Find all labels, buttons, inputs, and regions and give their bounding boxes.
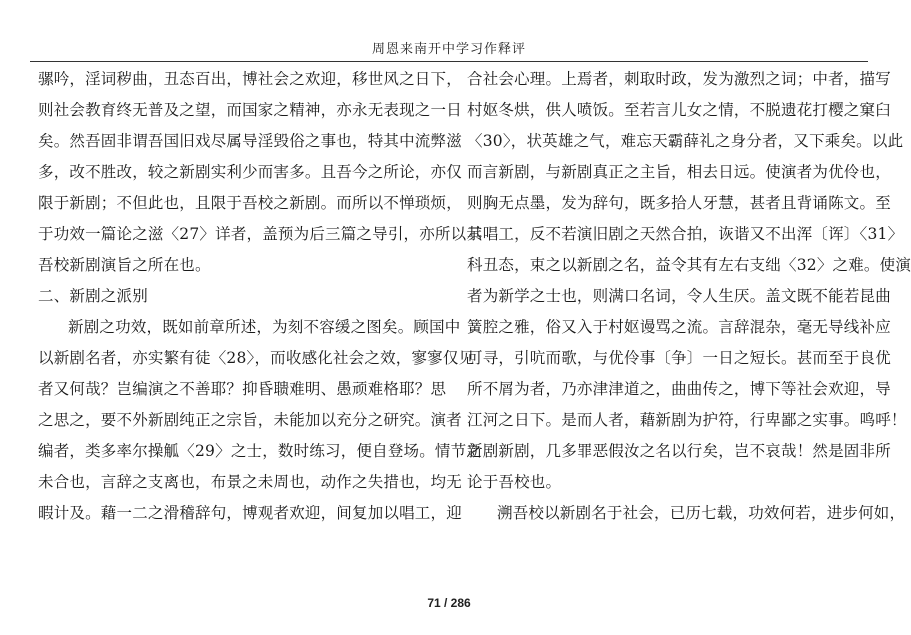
left-text-column	[38, 64, 483, 529]
text-line: 其唱工，反不若演旧剧之天然合拍，诙谐又不出浑〔诨〕〈31〉	[467, 225, 904, 243]
header-divider	[30, 61, 868, 62]
text-line: 合社会心理。上焉者，刺取时政，发为激烈之词；中者，描写	[467, 70, 891, 88]
text-line: 吾校新剧演旨之所在也。	[38, 256, 211, 274]
page-header: 周恩来南开中学习作释评	[371, 42, 526, 57]
text-line: 新剧之功效，既如前章所述，为刻不容缓之图矣。顾国中	[68, 318, 461, 336]
text-line: 簧腔之雅，俗又入于村妪谩骂之流。言辞混杂，毫无导线补应	[467, 318, 891, 336]
text-line: 未合也，言辞之支离也，布景之未周也，动作之失措也，均无	[38, 473, 462, 491]
text-line: 者为新学之士也，则满口名词，令人生厌。盖文既不能若昆曲	[467, 287, 891, 305]
text-line: 多，改不胜改，较之新剧实利少而害多。且吾今之所论，亦仅	[38, 163, 462, 181]
right-text-column	[467, 64, 911, 529]
text-line: 限于新剧；不但此也，且限于吾校之新剧。而所以不惮琐烦，	[38, 194, 462, 212]
text-line: 编者，类多率尔操觚〈29〉之士，数时练习，便自登场。情节之	[38, 442, 483, 460]
text-line: 〈30〉，状英雄之气，难忘天霸薛礼之身分者，又下乘矣。以此	[467, 132, 904, 150]
text-line: 之思之，要不外新剧纯正之宗旨，未能加以充分之研究。演者	[38, 411, 462, 429]
text-line: 矣。然吾固非谓吾国旧戏尽属导淫毁俗之事也，特其中流弊滋	[38, 132, 462, 150]
text-line: 以新剧名者，亦实繁有徒〈28〉，而收感化社会之效，寥寥仅见	[38, 349, 475, 367]
text-line: 所不屑为者，乃亦津津道之，曲曲传之，博下等社会欢迎，导	[467, 380, 891, 398]
text-line: 新剧新剧，几多罪恶假汝之名以行矣，岂不哀哉！然是固非所	[467, 442, 891, 460]
text-line: 而言新剧，与新剧真正之主旨，相去日远。使演者为优伶也，	[467, 163, 891, 181]
page-number: 71 / 286	[427, 596, 471, 610]
section-heading: 二、新剧之派别	[38, 287, 148, 305]
text-line: 论于吾校也。	[467, 473, 562, 491]
text-line: 则胸无点墨，发为辞句，既多拾人牙慧，甚者且背诵陈文。至	[467, 194, 891, 212]
text-line: 则社会教育终无普及之望，而国家之精神，亦永无表现之一日	[38, 101, 462, 119]
text-line: 者又何哉？岂编演之不善耶？抑昏聩难明、愚顽难格耶？思	[38, 380, 447, 398]
text-line: 骡吟，淫词秽曲，丑态百出，博社会之欢迎，移世风之日下，	[38, 70, 462, 88]
text-line: 溯吾校以新剧名于社会，已历七载，功效何若，进步何如，	[497, 504, 906, 522]
text-line: 江河之日下。是而人者，藉新剧为护符，行卑鄙之实事。鸣呼！	[467, 411, 907, 429]
text-line: 暇计及。藉一二之滑稽辞句，博观者欢迎，间复加以唱工，迎	[38, 504, 462, 522]
text-line: 科丑态，束之以新剧之名，益令其有左右支绌〈32〉之难。使演	[467, 256, 911, 274]
text-line: 可寻，引吭而歌，与优伶事〔争〕一日之短长。甚而至于良优	[467, 349, 891, 367]
text-line: 村妪冬烘，供人喷饭。至若言儿女之情，不脱遗花打樱之窠臼	[467, 101, 891, 119]
text-line: 于功效一篇论之滋〈27〉详者，盖预为后三篇之导引，亦所以示	[38, 225, 483, 243]
